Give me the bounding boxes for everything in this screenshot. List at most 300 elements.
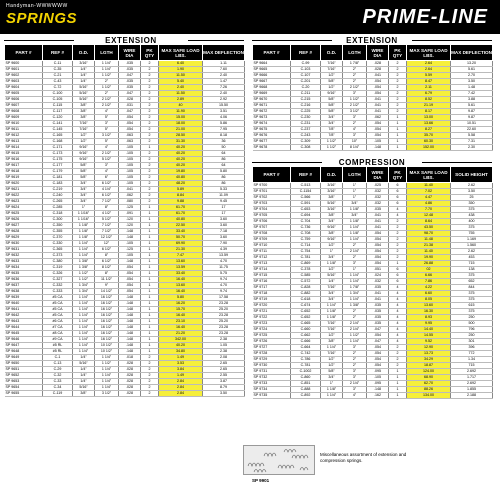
table-cell: SP 9671 [253,103,291,109]
table-cell: 2" [343,309,367,315]
table-cell: 2 [141,175,159,181]
table-cell: .148 [119,349,141,355]
table-cell: SP 9643 [5,319,43,325]
table-cell: 3/4" [321,115,343,121]
table-cell: 1 1/4" [73,325,95,331]
table-cell: C-285 [43,205,73,211]
table-cell: 6 [389,195,407,201]
table-cell: .062 [367,115,389,121]
table-cell: C-179 [43,169,73,175]
table-cell: 9/16" [321,225,343,231]
table-cell: 25.20 [203,307,245,313]
table-cell: 1/4" [73,367,95,373]
table-cell: .054 [119,127,141,133]
table-cell: 1 [389,393,407,399]
table-cell: SP 9638 [5,289,43,295]
table-cell: 396 [451,345,493,351]
table-row [253,145,493,151]
table-cell: 98.70 [407,231,451,237]
table-cell: 1.90 [159,67,203,73]
table-cell: 16 1/2" [95,337,119,343]
table-cell: 3/16" [321,183,343,189]
table-row [5,391,245,397]
table-cell: 1 1/4" [95,61,119,67]
table-header-row [5,45,245,61]
table-cell: 6.79 [407,91,451,97]
table-cell: 1 [389,115,407,121]
table-cell: 3" [343,375,367,381]
table-cell: #6 CA [43,319,73,325]
table-cell: .047 [119,73,141,79]
table-cell: #5 CA [43,313,73,319]
table-cell: 7.31 [451,139,493,145]
table-cell: C-72 [43,85,73,91]
table-cell: 2 [141,109,159,115]
table-cell: 17.58 [203,295,245,301]
table-cell: 1 3/4" [73,289,95,295]
table-cell: 1 [389,375,407,381]
table-cell: 250 [451,333,493,339]
table-cell: SP 9716 [253,279,291,285]
table-cell: SP 9633 [5,259,43,265]
table-cell: 1.855 [451,387,493,393]
table-cell: C-660 [291,327,321,333]
table-cell: 2 [141,355,159,361]
table-cell: 1/4" [73,67,95,73]
table-cell: 3/4" [321,375,343,381]
column-header: REF # [43,45,73,61]
table-cell: 2" [95,79,119,85]
table-cell: .028 [367,67,389,73]
table-cell: 9.52 [407,339,451,345]
table-cell: 2" [343,243,367,249]
table-cell: 17 [203,205,245,211]
table-cell: 1 1/4" [73,295,95,301]
table-cell: 7/8" [321,127,343,133]
table-cell: C-373 [43,253,73,259]
table-cell: C-664 [291,345,321,351]
table-cell: 4.39 [203,247,245,253]
table-cell: 40.20 [159,145,203,151]
table-cell: 4.86 [407,201,451,207]
table-cell: 1/4" [73,79,95,85]
table-cell: 7.26 [203,85,245,91]
table-cell: 375 [451,297,493,303]
table-cell: C-754 [291,249,321,255]
table-cell: 4" [95,109,119,115]
table-cell: C-572 [291,279,321,285]
table-cell: C-618 [291,297,321,303]
table-cell: 61.70 [159,211,203,217]
table-cell: 2 [141,85,159,91]
compression-title: COMPRESSION [338,158,406,167]
column-header: PART # [5,45,43,61]
table-cell: 5/16" [73,91,95,97]
table-cell: 9.45 [203,199,245,205]
table-cell: C-141 [43,121,73,127]
table-cell: .148 [119,295,141,301]
table-cell: 2 [141,103,159,109]
table-cell: 2" [343,73,367,79]
column-header: PK QTY [389,167,407,183]
table-cell: .054 [367,345,389,351]
table-cell: C-29 [43,367,73,373]
table-cell: 16.40 [159,325,203,331]
table-cell: 8.17 [407,109,451,115]
table-cell: 40.80 [159,175,203,181]
table-cell: SP 9702 [253,195,291,201]
table-cell: .120 [119,217,141,223]
table-cell: 7/16" [321,321,343,327]
table-cell: C-117 [43,109,73,115]
table-cell: 33.40 [159,271,203,277]
table-cell: SP 9712 [253,255,291,261]
table-cell: 8.84 [159,193,203,199]
table-cell: 772 [451,351,493,357]
table-cell: 48.20 [159,181,203,187]
table-cell: C-828 [291,285,321,291]
table-cell: C-327 [43,277,73,283]
table-cell: 7.90 [203,241,245,247]
divider [252,162,322,163]
table-cell: 1 1/4" [73,349,95,355]
table-cell: 1 [141,289,159,295]
table-cell: SP 9709 [253,237,291,243]
table-cell: 5" [95,127,119,133]
table-cell: 68.90 [407,375,451,381]
table-cell: .125 [119,247,141,253]
table-cell: 11.48 [407,237,451,243]
table-cell: 10" [343,139,367,145]
table-cell: 23.10 [159,319,203,325]
table-cell: .054 [367,357,389,363]
table-cell: 2.84 [159,379,203,385]
table-cell: 1 [141,253,159,259]
table-cell: 2 [389,97,407,103]
table-cell: SP 9620 [5,181,43,187]
table-cell: 2" [343,121,367,127]
table-cell: 2.92 [203,97,245,103]
table-cell: 2 [141,133,159,139]
table-cell: 10.51 [451,121,493,127]
table-cell: C-230 [291,115,321,121]
table-cell: 40.80 [159,217,203,223]
table-cell: 8" [95,271,119,277]
table-cell: C-1 [43,355,73,361]
table-cell: 4 [389,207,407,213]
table-cell: 50 [203,145,245,151]
table-cell: 1 7/8" [343,61,367,67]
table-cell: 1 1/4" [73,307,95,313]
table-cell: C-168 [43,139,73,145]
table-cell: 5/8" [321,369,343,375]
table-cell: .105 [119,241,141,247]
table-cell: C-171 [43,145,73,151]
table-cell: 23.28 [203,301,245,307]
table-cell: .041 [367,297,389,303]
table-cell: 7/16" [321,351,343,357]
table-cell: .054 [119,265,141,271]
table-cell: 7.42 [451,91,493,97]
table-cell: 6 [389,267,407,273]
table-cell: 7/16" [321,327,343,333]
table-cell: 11.40 [407,249,451,255]
table-cell: 375 [451,207,493,213]
table-cell: 5/8" [321,79,343,85]
table-cell: 2 [141,199,159,205]
table-cell: .054 [367,79,389,85]
table-cell: 23.28 [203,325,245,331]
table-cell: SP 9701 [253,189,291,195]
table-cell: 3.87 [203,379,245,385]
table-cell: 1 1/4" [95,355,119,361]
table-cell: 2" [343,79,367,85]
table-cell: 1 [141,271,159,277]
table-cell: C-365 [43,247,73,253]
table-cell: 3/8" [321,195,343,201]
table-cell: 5.61 [451,103,493,109]
table-cell: .095 [367,381,389,387]
table-cell: 9/16" [73,157,95,163]
table-cell: 12" [95,241,119,247]
table-cell: 1 1/8" [321,261,343,267]
table-cell: 9" [95,283,119,289]
table-cell: #9 CA [43,337,73,343]
table-cell: 1 [389,133,407,139]
table-cell: 1/2" [321,243,343,249]
table-cell: SP 9629 [5,235,43,241]
table-cell: 23.28 [203,331,245,337]
table-cell: C-742 [291,351,321,357]
table-cell: SP 9614 [5,145,43,151]
table-cell: 64 [203,151,245,157]
table-cell: 2.70 [451,73,493,79]
table-cell: 7 1/2" [95,229,119,235]
table-cell: C-736 [291,225,321,231]
table-cell: 1 [141,229,159,235]
table-cell: 2" [343,357,367,363]
table-cell: 1 3/8" [73,259,95,265]
table-cell: 1 [141,241,159,247]
table-cell: 3.60 [203,223,245,229]
table-cell: 2.40 [203,91,245,97]
table-cell: 4.70 [203,283,245,289]
table-cell: C-20 [291,85,321,91]
table-cell: SP 9601 [5,67,43,73]
table-cell: SP 9609 [5,115,43,121]
table-cell: 7/8" [321,133,343,139]
table-cell: 1 1/2" [321,145,343,151]
table-cell: SP 9627 [5,223,43,229]
table-cell: #5 CA [43,307,73,313]
table-cell: 2" [95,91,119,97]
table-cell: .054 [367,351,389,357]
table-cell: .148 [119,325,141,331]
table-cell: C-32 [43,373,73,379]
table-cell: SP 9623 [5,199,43,205]
table-cell: 4 [389,291,407,297]
table-cell: 6.40 [159,61,203,67]
table-cell: 1 [141,277,159,283]
table-cell: 4" [343,127,367,133]
table-cell: 8.18 [203,133,245,139]
table-cell: SP 9602 [5,73,43,79]
table-cell: C-888 [291,387,321,393]
table-cell: 796 [451,327,493,333]
table-cell: 250 [451,315,493,321]
table-cell: 40.20 [159,163,203,169]
table-header-row [253,45,493,61]
table-cell: SP 9603 [5,79,43,85]
table-cell: 3" [343,261,367,267]
table-cell: 2 [141,97,159,103]
brand-header [0,0,500,34]
column-header: PK QTY [141,45,159,61]
table-cell: 8.64 [407,219,451,225]
table-cell: 8.52 [407,97,451,103]
table-cell: 1 [141,145,159,151]
table-cell: 3/8" [321,339,343,345]
table-cell: 3" [343,91,367,97]
table-cell: 3/16" [73,61,95,67]
table-cell: C-665 [291,321,321,327]
table-cell: 2 [141,187,159,193]
table-cell: 1.47 [203,79,245,85]
table-cell: 1 1/4" [73,319,95,325]
table-cell: C-43 [43,79,73,85]
table-cell: 5.80 [159,295,203,301]
table-cell: 33.40 [159,229,203,235]
table-cell: 2 1/4" [343,321,367,327]
table-cell: 755 [451,231,493,237]
table-cell: 3" [343,115,367,121]
table-cell: 1 1/2" [73,271,95,277]
table-cell: SP 9650 [5,361,43,367]
table-cell: .105 [119,151,141,157]
table-cell: C-704 [291,219,321,225]
table-cell: 1" [73,205,95,211]
table-cell: C-309 [291,139,321,145]
table-cell: 1 1/2" [321,139,343,145]
table-cell: #8 CA [43,331,73,337]
table-cell: 1 [141,235,159,241]
table-cell: 12.48 [407,213,451,219]
table-cell: .054 [119,289,141,295]
table-cell: 2.89 [159,97,203,103]
table-cell: 5" [95,115,119,121]
table-cell: C-566 [291,195,321,201]
table-cell: 17 [203,211,245,217]
table-cell: 6 [389,273,407,279]
table-cell: 2.188 [451,393,493,399]
table-cell: SP 9644 [5,325,43,331]
table-cell: 7.95 [203,127,245,133]
table-cell: 14 1/2" [95,289,119,295]
table-cell: 1 1/16" [73,217,95,223]
table-cell: 5.89 [159,187,203,193]
table-cell: C-211 [291,91,321,97]
table-cell: 86 [203,175,245,181]
table-cell: 2.692 [451,369,493,375]
table-cell: SP 9673 [253,115,291,121]
table-cell: 1 [389,261,407,267]
table-cell: .054 [119,115,141,121]
table-cell: 6.60 [407,291,451,297]
table-cell: SP 9676 [253,133,291,139]
assortment-description: Miscellaneous assortment of extension and compression springs. [320,452,407,463]
table-cell: C-120 [43,115,73,121]
table-cell: 1 1/8" [73,223,95,229]
table-cell: 2 [389,67,407,73]
table-cell: 1.49 [159,373,203,379]
table-cell: 2 1/4" [343,327,367,333]
table-cell: 5" [95,139,119,145]
table-cell: .105 [119,175,141,181]
table-cell: 1 [141,349,159,355]
prime-line-logo: PRIME-LINE [362,6,488,28]
table-cell: .035 [367,207,389,213]
table-cell: 22.50 [159,223,203,229]
table-cell: SP 9655 [5,391,43,397]
table-cell: .035 [367,315,389,321]
table-cell: 1 1/8" [321,387,343,393]
table-cell: .041 [367,219,389,225]
table-cell: 2 [389,231,407,237]
table-cell: 715 [451,363,493,369]
table-cell: .054 [367,249,389,255]
table-cell: 1.05 [203,343,245,349]
divider [252,40,332,41]
table-cell: 2 [141,127,159,133]
column-header: LGTH [343,167,367,183]
table-cell: 1/4" [73,379,95,385]
table-cell: 4 1/4" [95,187,119,193]
table-cell: .095 [367,369,389,375]
table-cell: 7/16" [73,127,95,133]
table-cell: C-33 [43,379,73,385]
table-cell: 2 [389,225,407,231]
table-cell: 8" [95,253,119,259]
table-cell: 400 [451,219,493,225]
table-cell: 1/2" [321,267,343,273]
table-cell: 1" [343,195,367,201]
table-cell: 3/4" [321,121,343,127]
table-cell: SP 9610 [5,121,43,127]
table-cell: C-173 [43,151,73,157]
table-cell: SP 9727 [253,345,291,351]
table-cell: 1.169 [451,237,493,243]
table-cell: 1 1/8" [343,207,367,213]
table-cell: .054 [119,121,141,127]
table-cell: 4 [389,297,407,303]
table-cell: 8.79 [203,385,245,391]
table-cell: SP 9640 [5,301,43,307]
table-cell: SP 9722 [253,315,291,321]
table-cell: .041 [367,97,389,103]
table-cell: 3.88 [451,97,493,103]
table-cell: SP 9636 [5,277,43,283]
table-cell: 15.70 [159,307,203,313]
table-cell: 2.692 [451,381,493,387]
table-cell: .054 [119,283,141,289]
table-cell: 21.20 [159,331,203,337]
table-cell: SP 9715 [253,273,291,279]
table-cell: 11.50 [159,91,203,97]
table-cell: 8.05 [407,297,451,303]
table-cell: 13.00 [407,115,451,121]
table-cell: 12.90 [407,345,451,351]
table-cell: 11.90 [159,109,203,115]
